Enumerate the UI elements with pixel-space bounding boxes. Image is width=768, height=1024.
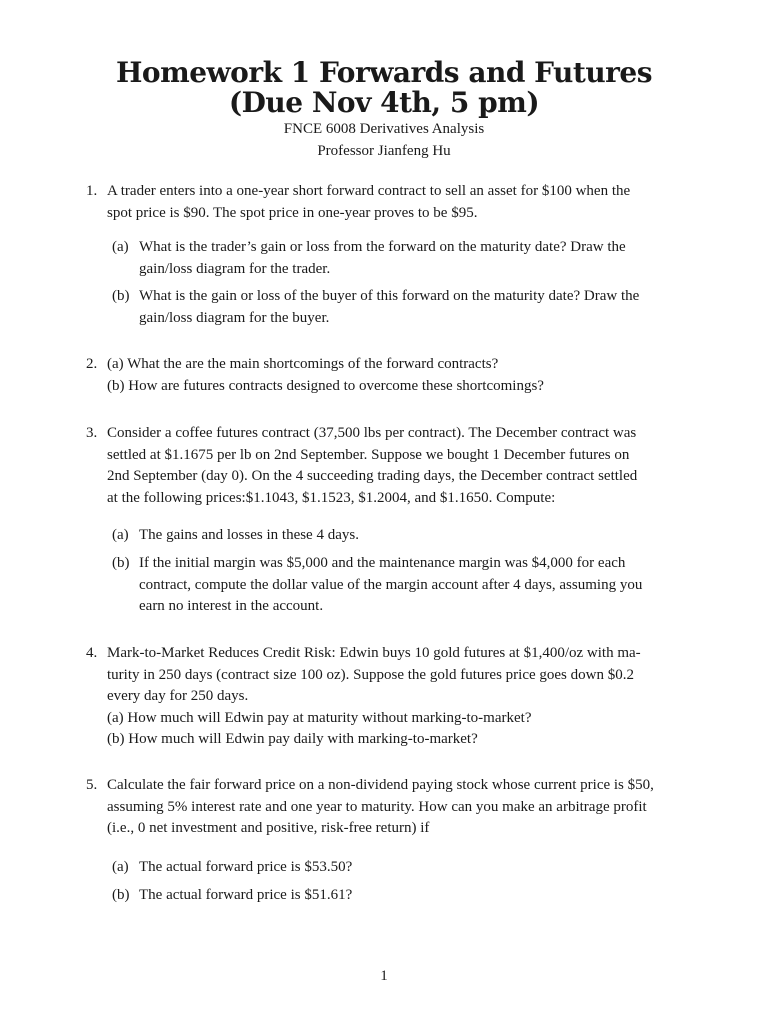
part-text-line: What is the gain or loss of the buyer of this forward on the maturity date? Draw the [139,288,640,304]
question-number: 3. [86,425,98,441]
part-text-line: The actual forward price is $53.50? [139,859,353,875]
question-5-part-a [112,857,686,879]
question-text-line: Calculate the fair forward price on a non-dividend paying stock whose current price is $50, [107,777,654,793]
question-2 [86,354,686,397]
part-text-line: gain/loss diagram for the trader. [139,260,331,277]
question-3-part-b [112,553,686,618]
part-label: (b) [112,887,130,903]
part-text-line: gain/loss diagram for the buyer. [139,309,330,326]
question-5-part-b [112,885,686,907]
page-title [0,58,768,118]
part-label: (a) [112,527,129,543]
question-text-line: Mark-to-Market Reduces Credit Risk: Edwin buys 10 gold futures at $1,400/oz with ma- [107,645,641,661]
question-number: 5. [86,777,98,793]
part-label: (a) [112,239,129,255]
question-5 [86,775,686,840]
question-text-line: at the following prices:$1.1043, $1.1523, $1.2004, and $1.1650. Compute: [107,489,556,506]
question-number: 2. [86,356,98,372]
question-text-line: (a) How much will Edwin pay at maturity without marking-to-market? [107,709,532,726]
question-text-line: settled at $1.1675 per lb on 2nd September. Suppose we bought 1 December futures on [107,446,630,463]
part-label: (a) [112,859,129,875]
part-label: (b) [112,288,130,304]
question-text-line: Consider a coffee futures contract (37,500 lbs per contract). The December contract was [107,425,637,441]
part-label: (b) [112,555,130,571]
part-text-line: The gains and losses in these 4 days. [139,527,359,543]
part-text-line: earn no interest in the account. [139,598,324,614]
professor-name: Professor Jianfeng Hu [317,143,451,159]
course-name: FNCE 6008 Derivatives Analysis [283,121,485,137]
page-number: 1 [380,968,388,984]
question-3-part-a [112,525,686,547]
question-number: 1. [86,183,98,199]
question-text-line: assuming 5% interest rate and one year to maturity. How can you make an arbitrage profit [107,798,647,815]
part-text-line: contract, compute the dollar value of the margin account after 4 days, assuming you [139,576,643,593]
question-text-line: every day for 250 days. [107,688,249,704]
question-text-line: turity in 250 days (contract size 100 oz). Suppose the gold futures price goes down $0.2 [107,666,634,683]
question-text-line: (a) What the are the main shortcomings of the forward contracts? [107,356,499,372]
question-1-part-b [112,286,686,329]
question-number: 4. [86,645,98,661]
question-text-line: (i.e., 0 net investment and positive, risk-free return) if [107,820,430,836]
part-text-line: If the initial margin was $5,000 and the maintenance margin was $4,000 for each [139,555,626,571]
question-1-part-a [112,237,686,280]
question-text-line: (b) How much will Edwin pay daily with marking-to-market? [107,731,478,747]
part-text-line: What is the trader’s gain or loss from the forward on the maturity date? Draw the [139,239,626,255]
question-text-line: A trader enters into a one-year short forward contract to sell an asset for $100 when the [107,183,631,199]
question-text-line: (b) How are futures contracts designed to overcome these shortcomings? [107,377,544,394]
question-text-line: 2nd September (day 0). On the 4 succeeding trading days, the December contract settled [107,468,638,484]
question-1 [86,181,686,224]
question-3 [86,423,686,509]
title-line-1: Homework 1 Forwards and Futures [115,56,653,89]
question-4 [86,643,686,751]
title-line-2: (Due Nov 4th, 5 pm) [228,86,540,119]
question-text-line: spot price is $90. The spot price in one-year proves to be $95. [107,204,478,221]
part-text-line: The actual forward price is $51.61? [139,887,353,903]
